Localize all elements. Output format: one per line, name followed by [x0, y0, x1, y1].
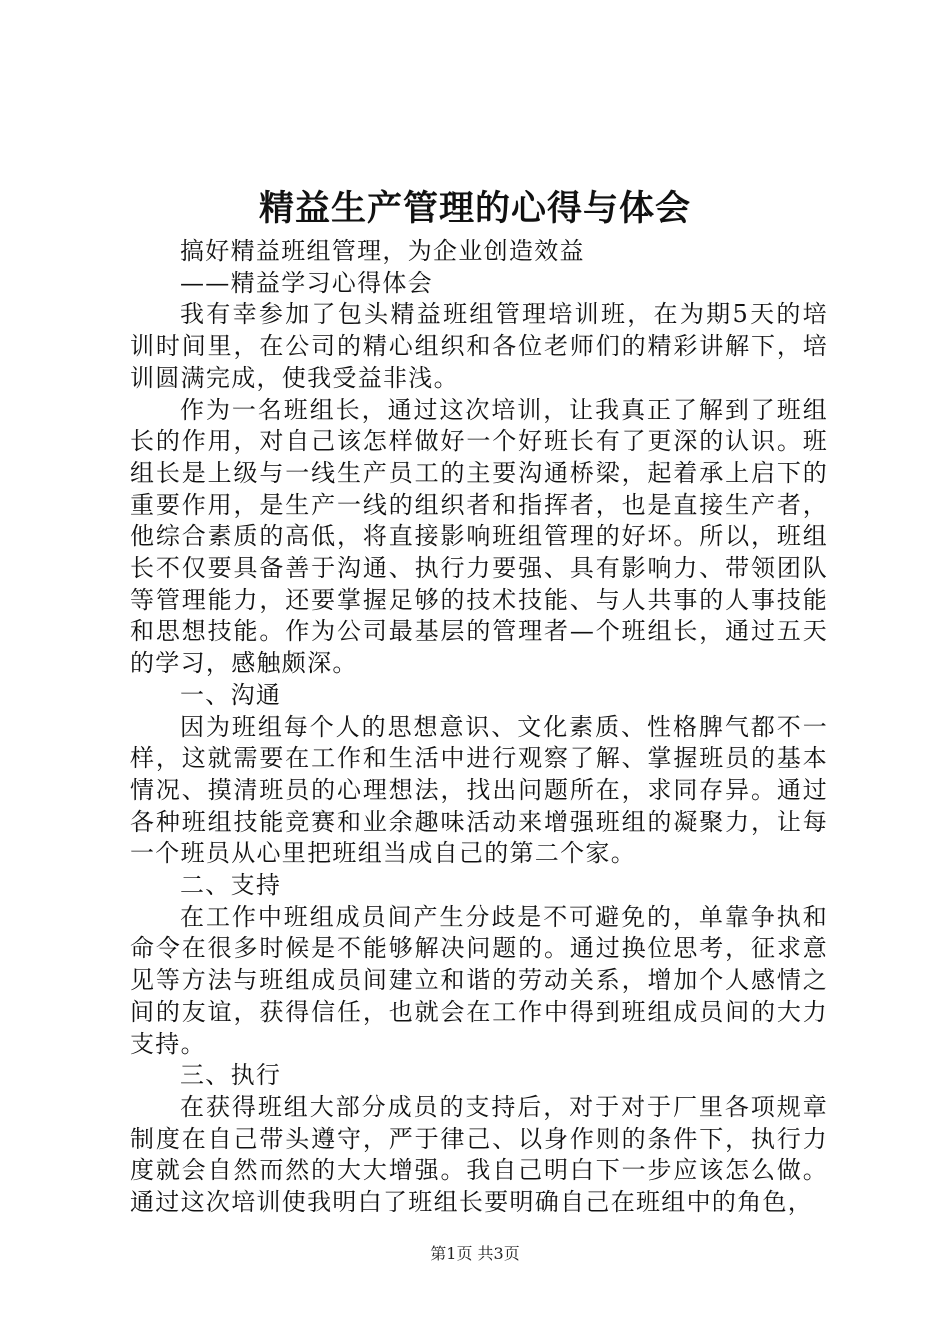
paragraph-support: 在工作中班组成员间产生分歧是不可避免的，单靠争执和命令在很多时候是不能够解决问题的。通过换位思考，征求意见等方法与班组成员间建立和谐的劳动关系，增加个人感情之间的友谊，获得信任，也就会在工作中得到班组成员间的大力支持。: [130, 902, 828, 1058]
paragraph-communication: 因为班组每个人的思想意识、文化素质、性格脾气都不一样，这就需要在工作和生活中进行观察了解、掌握班员的基本情况、摸清班员的心理想法，找出问题所在，求同存异。通过各种班组技能竞赛和业余趣味活动来增强班组的凝聚力，让每一个班员从心里把班组当成自己的第二个家。: [130, 712, 828, 868]
subtitle-line: 搞好精益班组管理，为企业创造效益: [180, 237, 585, 265]
subtitle-line-2: ——精益学习心得体会: [180, 268, 433, 297]
section-heading-communication: 一、沟通: [180, 680, 282, 709]
paragraph-intro: 我有幸参加了包头精益班组管理培训班，在为期5天的培训时间里，在公司的精心组织和各位老师们的精彩讲解下，培训圆满完成，使我受益非浅。: [130, 300, 828, 392]
document-body: [130, 236, 828, 1219]
document-title: 精益生产管理的心得与体会: [258, 189, 691, 229]
section-heading-execution: 三、执行: [180, 1061, 282, 1090]
paragraph-execution: 在获得班组大部分成员的支持后，对于对于厂里各项规章制度在自己带头遵守，严于律己、以身作则的条件下，执行力度就会自然而然的大大增强。我自己明白下一步应该怎么做。通过这次培训使我明白了班组长要明确自己在班组中的角色，: [130, 1092, 828, 1217]
page-footer: 第1页 共3页: [430, 1244, 520, 1263]
paragraph-role: 作为一名班组长，通过这次培训，让我真正了解到了班组长的作用，对自己该怎样做好一个好班长有了更深的认识。班组长是上级与一线生产员工的主要沟通桥梁，起着承上启下的重要作用，是生产一线的组织者和指挥者，也是直接生产者，他综合素质的高低，将直接影响班组管理的好坏。所以，班组长不仅要具备善于沟通、执行力要强、具有影响力、带领团队等管理能力，还要掌握足够的技术技能、与人共事的人事技能和思想技能。作为公司最基层的管理者—个班组长，通过五天的学习，感触颇深。: [130, 395, 828, 678]
section-heading-support: 二、支持: [180, 871, 282, 900]
